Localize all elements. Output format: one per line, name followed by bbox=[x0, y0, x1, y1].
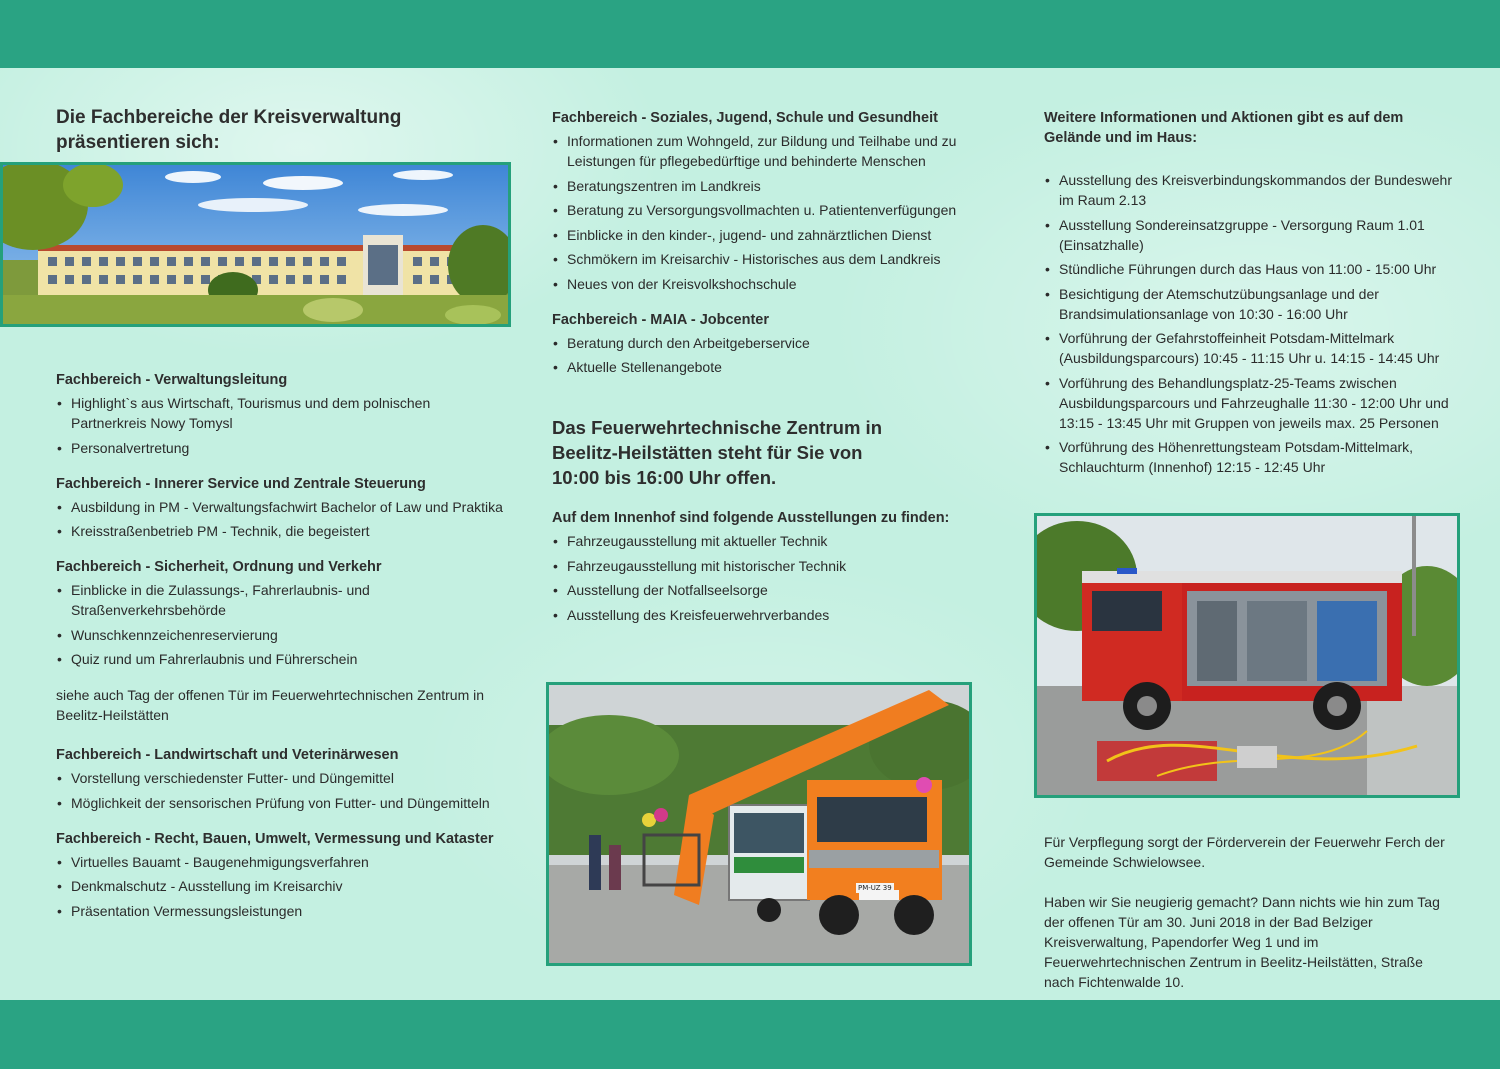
list-item: • Beratung zu Versorgungsvollmachten u. Patientenverfügungen bbox=[552, 200, 972, 220]
department-section bbox=[56, 557, 506, 669]
column-right bbox=[1044, 108, 1464, 990]
department-section bbox=[552, 310, 972, 378]
bottom-band bbox=[0, 1000, 1500, 1069]
lift-truck-photo bbox=[546, 682, 972, 966]
fire-truck-photo bbox=[1034, 513, 1460, 798]
innenhof-section bbox=[552, 508, 972, 625]
truck-plate: PM-UZ 39 bbox=[858, 884, 892, 892]
list-item: • Vorstellung verschiedenster Futter- und Düngemittel bbox=[56, 768, 506, 788]
list-item: • Quiz rund um Fahrerlaubnis und Führerschein bbox=[56, 649, 506, 669]
list-item: • Besichtigung der Atemschutzübungsanlage und der Brandsimulationsanlage von 10:30 - 16:00 Uhr bbox=[1044, 284, 1464, 324]
list-item: • Beratung durch den Arbeitgeberservice bbox=[552, 333, 972, 353]
list-item: • Ausstellung der Notfallseelsorge bbox=[552, 580, 972, 600]
department-section bbox=[56, 829, 506, 921]
section-title: Fachbereich - MAIA - Jobcenter bbox=[552, 311, 770, 328]
building-photo bbox=[0, 162, 511, 327]
building-image bbox=[3, 165, 508, 324]
lift-truck-image bbox=[549, 685, 969, 963]
list-item: • Fahrzeugausstellung mit historischer Technik bbox=[552, 556, 972, 576]
section-title: Weitere Informationen und Aktionen gibt es auf dem Gelände und im Haus: bbox=[1044, 110, 1404, 146]
list-item: • Schmökern im Kreisarchiv - Historisches aus dem Landkreis bbox=[552, 249, 972, 269]
list-item: • Vorführung der Gefahrstoffeinheit Potsdam-Mittelmark (Ausbildungsparcours) 10:45 - 11:15 Uhr u. 14:15 - 14:45 Uhr bbox=[1044, 328, 1464, 368]
ftz-heading: Das Feuerwehrtechnische Zentrum in Beelitz-Heilstätten steht für Sie von 10:00 bis 16:00 Uhr offen. bbox=[552, 417, 883, 488]
list-item: • Ausbildung in PM - Verwaltungsfachwirt Bachelor of Law und Praktika bbox=[56, 497, 506, 517]
list-item: • Einblicke in den kinder-, jugend- und zahnärztlichen Dienst bbox=[552, 225, 972, 245]
list-item: • Ausstellung des Kreisfeuerwehrverbandes bbox=[552, 605, 972, 625]
list-item: • Beratungszentren im Landkreis bbox=[552, 176, 972, 196]
department-section bbox=[552, 108, 972, 294]
fire-truck-image bbox=[1037, 516, 1457, 795]
list-item: • Stündliche Führungen durch das Haus von 11:00 - 15:00 Uhr bbox=[1044, 259, 1464, 279]
top-band bbox=[0, 0, 1500, 68]
department-section bbox=[56, 474, 506, 542]
list-item: • Personalvertretung bbox=[56, 438, 506, 458]
departments-list-1 bbox=[56, 370, 506, 921]
section-title: Auf dem Innenhof sind folgende Ausstellungen zu finden: bbox=[552, 510, 950, 526]
list-item: • Neues von der Kreisvolkshochschule bbox=[552, 274, 972, 294]
section-title: Fachbereich - Soziales, Jugend, Schule und Gesundheit bbox=[552, 110, 938, 126]
section-title: Fachbereich - Verwaltungsleitung bbox=[56, 372, 288, 388]
list-item: • Ausstellung Sondereinsatzgruppe - Versorgung Raum 1.01 (Einsatzhalle) bbox=[1044, 215, 1464, 255]
list-item: • Kreisstraßenbetrieb PM - Technik, die begeistert bbox=[56, 521, 506, 541]
list-item: • Wunschkennzeichenreservierung bbox=[56, 625, 506, 645]
list-item: • Informationen zum Wohngeld, zur Bildung und Teilhabe und zu Leistungen für pflegebedürftige und behinderte Menschen bbox=[552, 131, 972, 171]
list-item: • Vorführung des Höhenrettungsteam Potsdam-Mittelmark, Schlauchturm (Innenhof) 12:15 - 12:45 Uhr bbox=[1044, 437, 1464, 477]
closing-text: Haben wir Sie neugierig gemacht? Dann nichts wie hin zum Tag der offenen Tür am 30. Juni 2018 in der Bad Belziger Kreisverwaltung, Papendorfer Weg 1 und im Feuerwehrtechnischen Zentrum in Beelitz-Heilstätten, Straße nach Fichtenwalde 10. bbox=[1044, 894, 1440, 990]
department-section bbox=[56, 370, 506, 458]
list-item: • Präsentation Vermessungsleistungen bbox=[56, 901, 506, 921]
section-title: Fachbereich - Sicherheit, Ordnung und Verkehr bbox=[56, 559, 382, 575]
section-title: Fachbereich - Recht, Bauen, Umwelt, Vermessung und Kataster bbox=[56, 830, 494, 847]
list-item: • Highlight`s aus Wirtschaft, Tourismus und dem polnischen Partnerkreis Nowy Tomysl bbox=[56, 393, 506, 433]
catering-note: Für Verpflegung sorgt der Förderverein der Feuerwehr Ferch der Gemeinde Schwielowsee. bbox=[1044, 834, 1445, 870]
column-middle bbox=[552, 108, 972, 641]
ftz-note: siehe auch Tag der offenen Tür im Feuerwehrtechnischen Zentrum in Beelitz-Heilstätten bbox=[56, 687, 485, 723]
list-item: • Virtuelles Bauamt - Baugenehmigungsverfahren bbox=[56, 852, 506, 872]
list-item: • Vorführung des Behandlungsplatz-25-Teams zwischen Ausbildungsparcours und Fahrzeughalle 11:30 - 12:00 Uhr und 13:15 - 13:45 Uhr mit Gruppen von jeweils max. 25 Personen bbox=[1044, 373, 1464, 433]
list-item: • Denkmalschutz - Ausstellung im Kreisarchiv bbox=[56, 876, 506, 896]
department-section bbox=[56, 745, 506, 813]
section-title: Fachbereich - Landwirtschaft und Veterinärwesen bbox=[56, 747, 399, 763]
section-title: Fachbereich - Innerer Service und Zentrale Steuerung bbox=[56, 475, 426, 492]
list-item: • Fahrzeugausstellung mit aktueller Technik bbox=[552, 531, 972, 551]
lead-heading: Die Fachbereiche der Kreisverwaltung präsentieren sich: bbox=[56, 107, 402, 153]
list-item: • Aktuelle Stellenangebote bbox=[552, 357, 972, 377]
list-item: • Ausstellung des Kreisverbindungskommandos der Bundeswehr im Raum 2.13 bbox=[1044, 170, 1464, 210]
list-item: • Möglichkeit der sensorischen Prüfung von Futter- und Düngemitteln bbox=[56, 793, 506, 813]
list-item: • Einblicke in die Zulassungs-, Fahrerlaubnis- und Straßenverkehrsbehörde bbox=[56, 580, 506, 620]
